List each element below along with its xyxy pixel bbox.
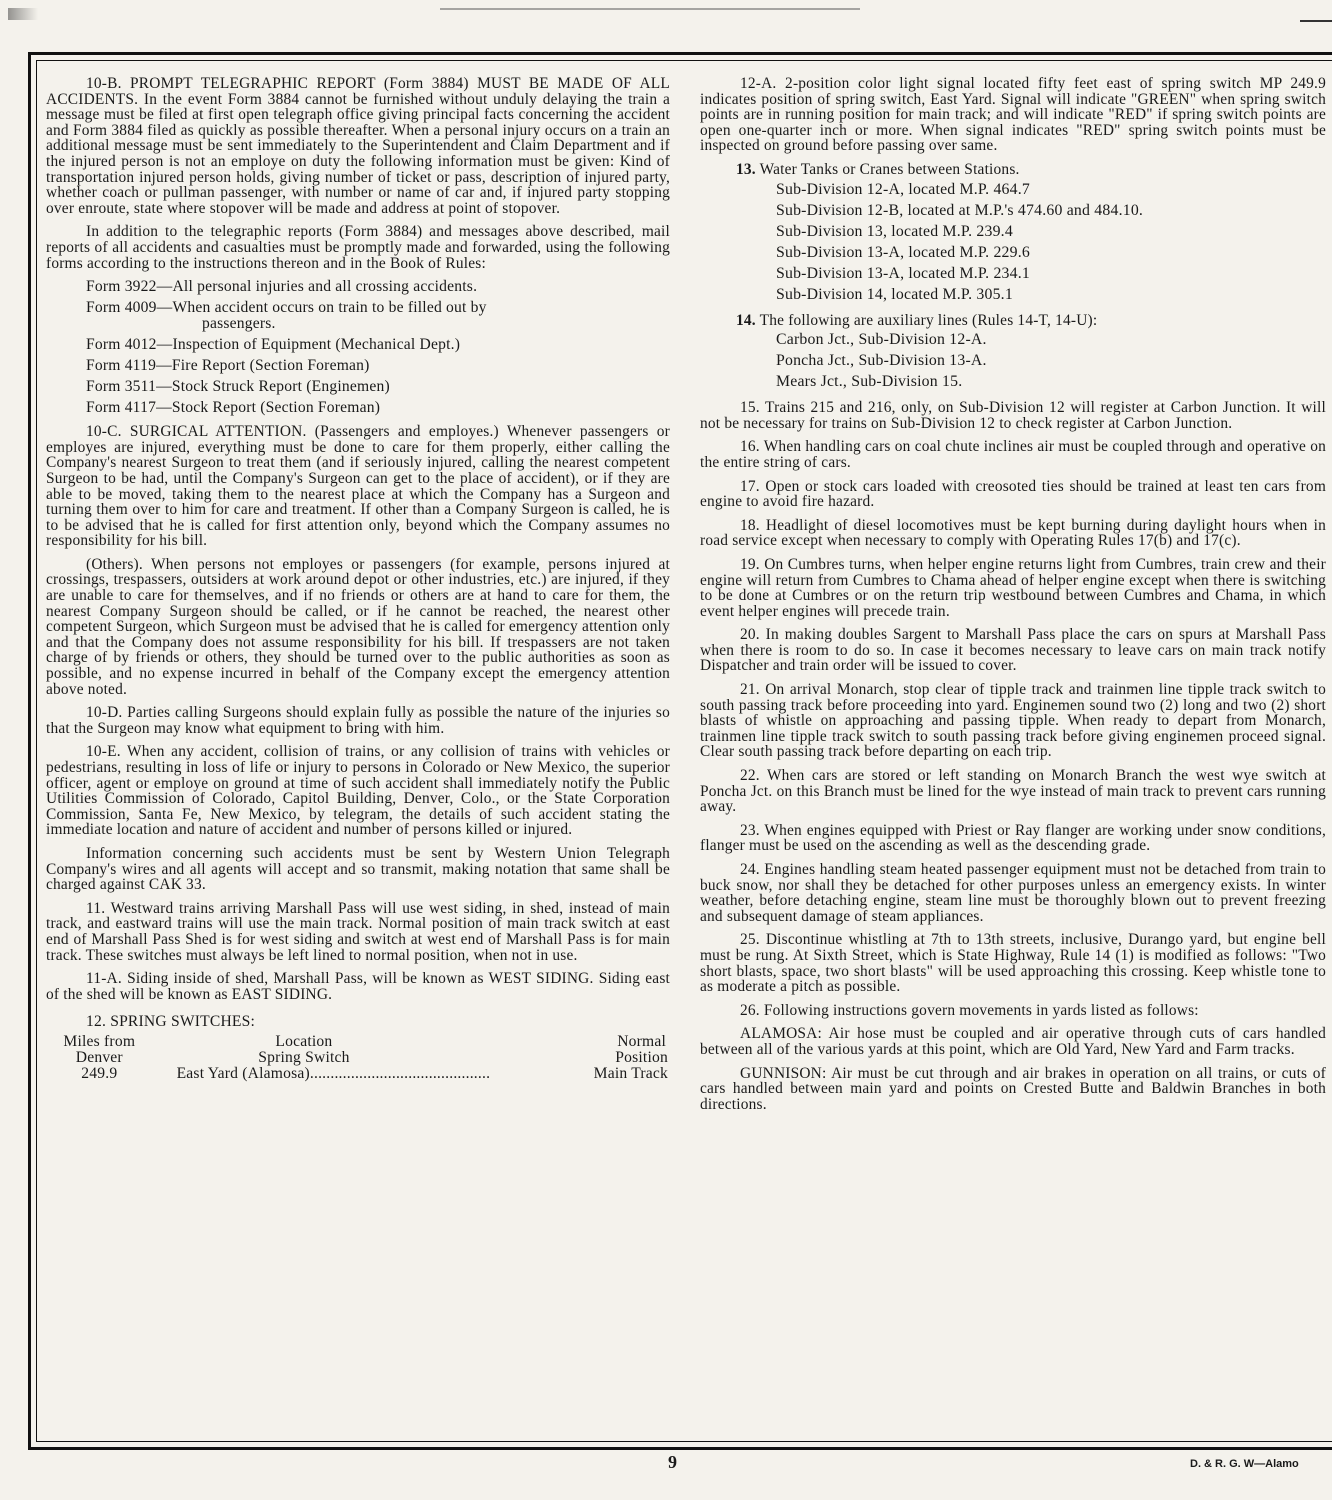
rule-24: 24. Engines handling steam heated passenger equipment must not be detached from train to buck snow, nor shall they be detached for other purposes unless an emergency exists. In winter weather, before detaching engine, steam line must be thoroughly blown out to prevent freezing and subsequent damage of steam appliances. (700, 861, 1326, 925)
rule-10c-others: (Others). When persons not employes or passengers (for example, persons injured at crossings, trespassers, outsiders at work around depot or other industries, etc.) are injured, if they are unable to care for themselves, and if no friends or others are at hand to care for them, the nearest Company Surgeon should be called, or if he cannot be reached, the nearest other competent Surgeon, which Surgeon must be advised that he is called for emergency attention only and that the Company does not assume responsibility for his bill. If trespassers are not taken charge of by friends or others, they should be turned over to the public authorities as soon as possible, and no expense incurred in behalf of the Company except the emergency attention above noted. (46, 555, 670, 698)
rule-13-title: Water Tanks or Cranes between Stations. (759, 160, 1020, 178)
rule-10e: 10-E. When any accident, collision of trains, or any collision of trains with vehicles or pedestrians, resulting in loss of life or injury to persons in Colorado or New Mexico, the superior officer, agent or employe on ground at time of such accident shall immediately notify the Public Utilities Commission of Colorado, Capitol Building, Denver, Colo., or the State Corporation Commission, Santa Fe, New Mexico, by telegram, the details of such accident stating the immediate location and nature of accident and number of persons killed or injured. (46, 743, 670, 839)
rule-10b: 10-B. PROMPT TELEGRAPHIC REPORT (Form 3884) MUST BE MADE OF ALL ACCIDENTS. In the event Form 3884 cannot be furnished without unduly delaying the train a message must be filed at first open telegraph office giving principal facts concerning the accident and Form 3884 filed as quickly as possible thereafter. When a personal injury occurs on a train an additional message must be sent immediately to the Superintendent and Claim Department and if the injured person is not an employe on duty the following information must be given: Kind of transportation injured person holds, giving number of ticket or pass, description of injured party, whether coach or pullman passenger, with number or name of car and, if injured party stopping over enroute, state where stopover will be made and address at point of stopover. (46, 75, 670, 217)
water-tank-item: Sub-Division 12-B, located at M.P.'s 474.60 and 484.10. (776, 201, 1144, 219)
form-item: Form 3511—Stock Struck Report (Enginemen) (86, 378, 390, 396)
rule-20: 20. In making doubles Sargent to Marshall Pass place the cars on spurs at Marshall Pass when there is room to do so. In case it becomes necessary to leave cars on main track notify Dispatcher and train order will be issued to cover. (700, 626, 1326, 675)
rule-12a: 12-A. 2-position color light signal located fifty feet east of spring switch MP 249.9 indicates position of spring switch, East Yard. Signal will indicate "GREEN" when spring switch points are in running position for main track; and will indicate "RED" if spring switch points are open one-quarter inch or more. When signal indicates "RED" spring switch points must be inspected on ground before passing over same. (700, 75, 1326, 155)
rule-26: 26. Following instructions govern movements in yards listed as follows: (740, 1001, 1199, 1019)
rule-22: 22. When cars are stored or left standing on Monarch Branch the west wye switch at Poncha Jct. on this Branch must be lined for the wye instead of main track to prevent cars running away. (700, 767, 1326, 816)
header-denver: Denver (75, 1048, 123, 1066)
table-header-row (46, 1050, 668, 1066)
water-tank-item: Sub-Division 13-A, located M.P. 234.1 (776, 264, 1031, 282)
rule-13-heading (736, 162, 1326, 178)
water-tank-item: Sub-Division 13-A, located M.P. 229.6 (776, 243, 1031, 261)
page-number: 9 (668, 1452, 677, 1472)
rule-14-heading (736, 313, 1326, 329)
table-header-row (46, 1034, 668, 1050)
auxiliary-line-item: Mears Jct., Sub-Division 15. (776, 373, 963, 391)
rule-26-alamosa: ALAMOSA: Air hose must be coupled and air operative through cuts of cars handled between all of the various yards at this point, which are Old Yard, New Yard and Farm tracks. (700, 1025, 1326, 1058)
rule-21: 21. On arrival Monarch, stop clear of tipple track and trainmen line tipple track switch to south passing track before proceeding into yard. Enginemen sound two (2) long and two (2) short blasts of whistle on approaching and passing tipple. When ready to depart from Monarch, trainmen line tipple track switch to south passing track before giving enginemen proceed signal. Clear south passing track before departing on each trip. (700, 681, 1326, 761)
rule-12-heading: 12. SPRING SWITCHES: (86, 1013, 256, 1031)
rule-14 (736, 313, 1326, 391)
auxiliary-line-item: Carbon Jct., Sub-Division 12-A. (776, 331, 987, 349)
right-column (700, 76, 1326, 1120)
cell-position: Main Track (593, 1064, 668, 1082)
table-row (46, 1066, 668, 1082)
auxiliary-line-item: Poncha Jct., Sub-Division 13-A. (776, 352, 987, 370)
scan-mark (440, 8, 860, 10)
form-item: Form 4117—Stock Report (Section Foreman) (86, 399, 381, 417)
water-tank-item: Sub-Division 13, located M.P. 239.4 (776, 222, 1013, 240)
rule-10d: 10-D. Parties calling Surgeons should explain fully as possible the nature of the injuries so that the Surgeon may know what equipment to bring with him. (46, 704, 670, 737)
header-location: Location (275, 1032, 333, 1050)
water-tank-item: Sub-Division 12-A, located M.P. 464.7 (776, 180, 1031, 198)
header-spring-switch: Spring Switch (258, 1048, 350, 1066)
rule-19: 19. On Cumbres turns, when helper engine returns light from Cumbres, train crew and their engine will return from Cumbres to Chama ahead of helper engine except when there is switching to be done at Cumbres or on the return trip westbound between Cumbres and Chama, in which event helper engines will precede train. (700, 555, 1326, 620)
cell-location-position (153, 1066, 668, 1082)
form-item (86, 300, 670, 332)
rule-14-title: The following are auxiliary lines (Rules 14-T, 14-U): (759, 311, 1098, 329)
rule-13-label: 13. (736, 160, 756, 178)
rule-16: 16. When handling cars on coal chute inclines air must be coupled through and operative on the entire string of cars. (700, 438, 1326, 471)
rule-10b-mail-reports: In addition to the telegraphic reports (Form 3884) and messages above described, mail reports of all accidents and casualties must be promptly made and forwarded, using the following forms according to the instructions thereon and in the Book of Rules: (46, 223, 670, 272)
forms-list (86, 279, 670, 416)
rule-10c: 10-C. SURGICAL ATTENTION. (Passengers and employes.) Whenever passengers or employes are injured, everything must be done to care for them properly, either calling the Company's nearest Surgeon to treat them (and if seriously injured, calling the nearest competent Surgeon to be had, until the Company's Surgeon can get to the place of accident), or if they are able to be moved, taking them to the nearest place at which the Company has a Surgeon and turning them over to him for care and treatment. If other than a Company Surgeon is called, he is to be advised that he is called for first attention only, beyond which the Company assumes no responsibility for his bill. (46, 423, 670, 550)
form-item: Form 3922—All personal injuries and all crossing accidents. (86, 278, 478, 296)
rule-11: 11. Westward trains arriving Marshall Pass will use west siding, in shed, instead of main track, and eastward trains will use the main track. Normal position of main track switch at east end of Marshall Pass Shed is for west siding and switch at west end of Marshall Pass is for main track. These switches must always be left lined to normal position, when not in use. (46, 899, 670, 964)
rule-18: 18. Headlight of diesel locomotives must be kept burning during daylight hours when in road service except when necessary to comply with Operating Rules 17(b) and 17(c). (700, 516, 1326, 550)
rule-17: 17. Open or stock cars loaded with creosoted ties should be trained at least ten cars from engine to avoid fire hazard. (700, 477, 1326, 511)
rule-10e-info: Information concerning such accidents must be sent by Western Union Telegraph Company's wires and all agents will accept and so transmit, making notation that same shall be charged against CAK 33. (46, 844, 670, 894)
rule-13 (736, 162, 1326, 303)
rule-25: 25. Discontinue whistling at 7th to 13th streets, inclusive, Durango yard, but engine bell must be rung. At Sixth Street, which is State Highway, Rule 14 (1) is modified as follows: "Two short blasts, space, two short blasts" will be used approaching this crossing. Keep whistle tone to as moderate a pitch as possible. (700, 931, 1326, 996)
form-item-text: Form 4009—When accident occurs on train to be filled out by (86, 299, 487, 317)
cell-miles: 249.9 (81, 1064, 118, 1082)
form-item-continuation: passengers. (202, 315, 276, 333)
header-position-b: Position (615, 1048, 668, 1066)
water-tank-item: Sub-Division 14, located M.P. 305.1 (776, 285, 1013, 303)
rule-line (1300, 20, 1332, 22)
rule-26-gunnison: GUNNISON: Air must be cut through and air brakes in operation on all trains, or cuts of cars handled between main yard and points on Crested Butte and Baldwin Branches in both directions. (700, 1064, 1326, 1113)
spring-switch-table (46, 1034, 668, 1082)
rule-23: 23. When engines equipped with Priest or Ray flanger are working under snow conditions, flanger must be used on the ascending as well as the descending grade. (700, 821, 1326, 855)
footer-railroad-label: D. & R. G. W—Alamo (1190, 1458, 1299, 1470)
form-item: Form 4119—Fire Report (Section Foreman) (86, 357, 370, 375)
header-miles: Miles from (63, 1032, 136, 1050)
header-position: Normal (617, 1032, 667, 1050)
rule-11a: 11-A. Siding inside of shed, Marshall Pass, will be known as WEST SIDING. Siding east of the shed will be known as EAST SIDING. (46, 970, 670, 1003)
form-item: Form 4012—Inspection of Equipment (Mechanical Dept.) (86, 336, 461, 354)
left-column (46, 76, 670, 1082)
cell-location: East Yard (Alamosa)............................................ (176, 1065, 491, 1082)
rule-14-label: 14. (736, 311, 756, 329)
rule-15: 15. Trains 215 and 216, only, on Sub-Division 12 will register at Carbon Junction. It will not be necessary for trains on Sub-Division 12 to check register at Carbon Junction. (700, 399, 1326, 432)
scan-mark (8, 8, 38, 20)
